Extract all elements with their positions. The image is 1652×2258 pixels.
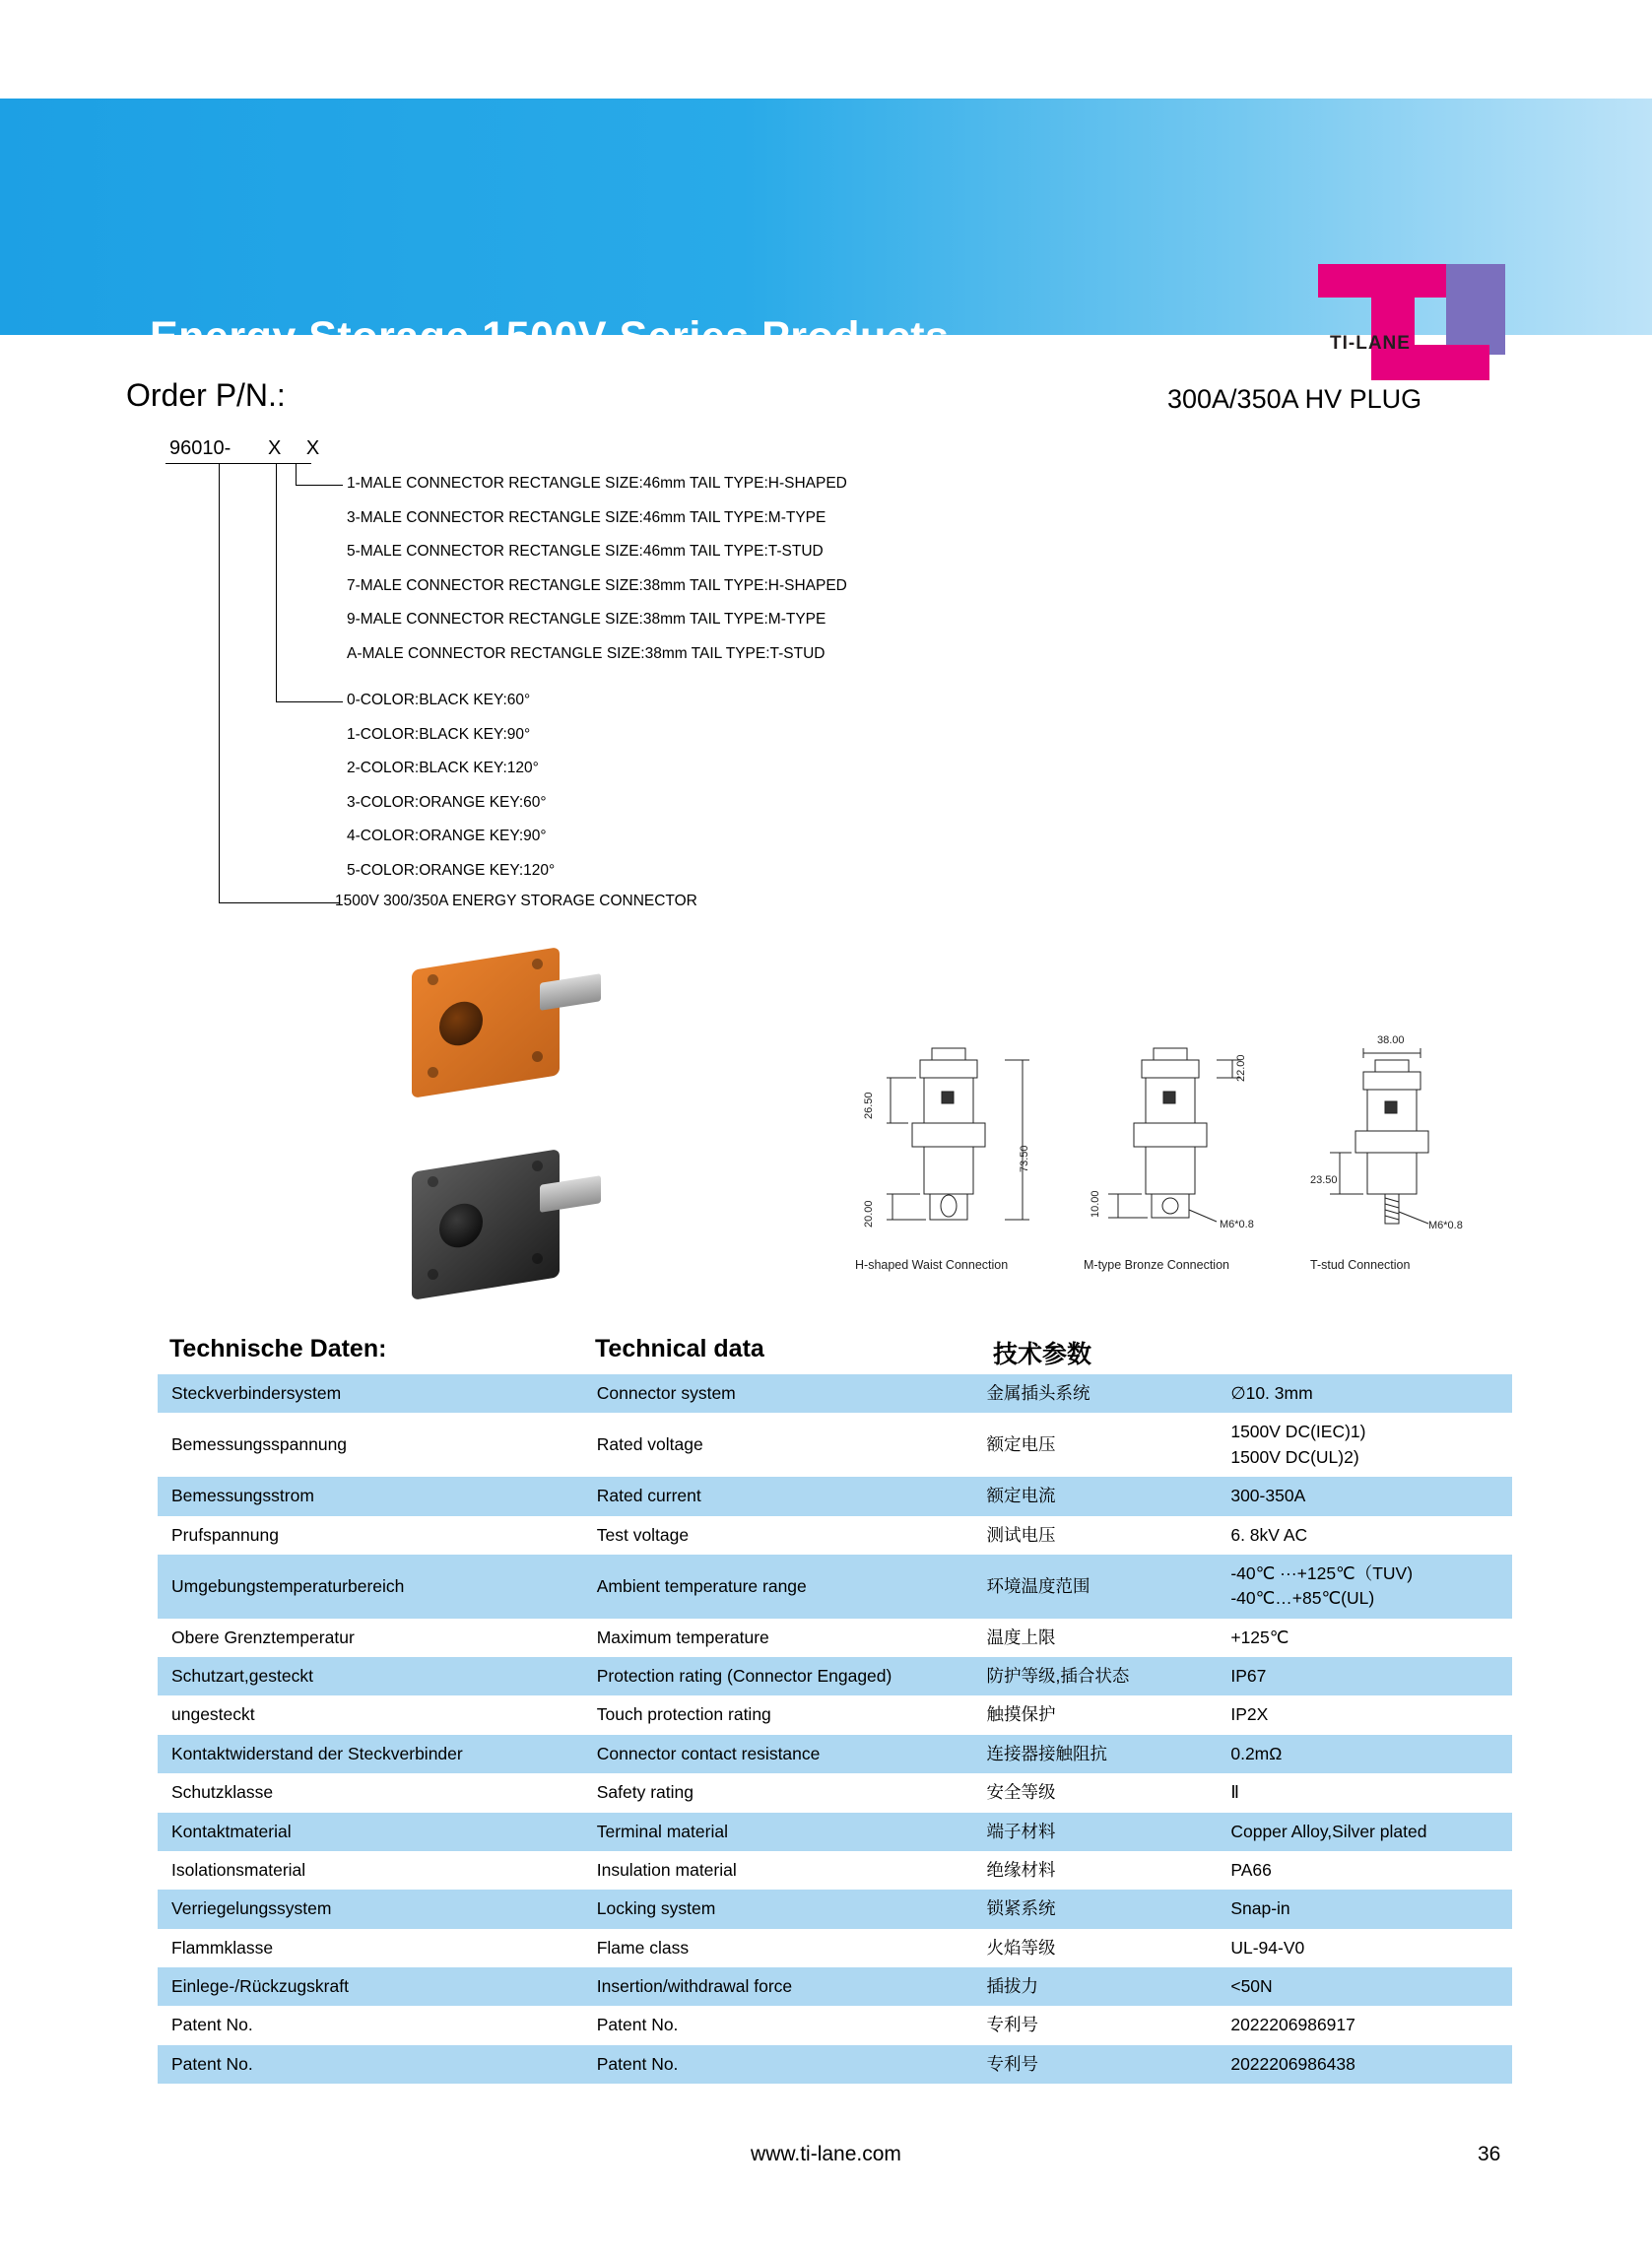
table-row bbox=[158, 1851, 1512, 1890]
table-cell-val: 1500V DC(IEC)1) 1500V DC(UL)2) bbox=[1230, 1422, 1366, 1467]
screw-hole bbox=[428, 1269, 438, 1280]
color-option: 4-COLOR:ORANGE KEY:90° bbox=[347, 828, 547, 844]
table-row bbox=[158, 1967, 1512, 2006]
drawing-t-stud bbox=[1300, 1034, 1517, 1246]
logo-text: TI-LANE bbox=[1330, 333, 1411, 354]
table-cell-cn: 测试电压 bbox=[986, 1524, 1056, 1545]
table-cell-en: Touch protection rating bbox=[596, 1704, 771, 1725]
table-cell-val: Copper Alloy,Silver plated bbox=[1230, 1821, 1427, 1841]
connector-option: 1-MALE CONNECTOR RECTANGLE SIZE:46mm TAIL TYPE:H-SHAPED bbox=[347, 475, 847, 492]
order-code-underline bbox=[165, 463, 311, 464]
table-cell-de: Patent No. bbox=[171, 2053, 253, 2074]
table-cell-de: Obere Grenztemperatur bbox=[171, 1627, 355, 1647]
dimension-label: 20.00 bbox=[863, 1200, 875, 1228]
table-cell-val: 0.2mΩ bbox=[1230, 1743, 1283, 1763]
dimension-label: M6*0.8 bbox=[1220, 1219, 1254, 1230]
table-row bbox=[158, 1813, 1512, 1851]
screw-hole bbox=[532, 1051, 543, 1062]
table-row bbox=[158, 1735, 1512, 1773]
table-cell-val: 2022206986917 bbox=[1230, 2015, 1355, 2035]
table-cell-en: Patent No. bbox=[596, 2015, 679, 2035]
color-option: 5-COLOR:ORANGE KEY:120° bbox=[347, 861, 556, 879]
technical-drawings bbox=[837, 1025, 1527, 1272]
table-row bbox=[158, 2045, 1512, 2084]
screw-hole bbox=[532, 1253, 543, 1264]
screw-hole bbox=[428, 1176, 438, 1187]
table-cell-cn: 端子材料 bbox=[986, 1821, 1056, 1841]
table-cell-cn: 专利号 bbox=[986, 2053, 1039, 2074]
page-header-band bbox=[0, 99, 1652, 361]
table-row bbox=[158, 1374, 1512, 1413]
table-cell-de: Einlege-/Rückzugskraft bbox=[171, 1976, 349, 1996]
table-row bbox=[158, 1555, 1512, 1619]
table-cell-en: Rated voltage bbox=[596, 1434, 703, 1455]
table-cell-val: IP67 bbox=[1230, 1666, 1267, 1686]
table-cell-en: Insertion/withdrawal force bbox=[596, 1976, 793, 1996]
table-cell-en: Protection rating (Connector Engaged) bbox=[596, 1666, 892, 1686]
table-cell-val: -40℃ ···+125℃（TUV) -40℃…+85℃(UL) bbox=[1230, 1562, 1414, 1609]
dimension-label: 10.00 bbox=[1090, 1190, 1101, 1218]
order-code-prefix: 96010- bbox=[169, 437, 231, 459]
leader-line-1-vert bbox=[296, 463, 297, 485]
table-cell-val: Snap-in bbox=[1230, 1898, 1290, 1919]
footer-page-number: 36 bbox=[1478, 2143, 1501, 2165]
table-cell-en: Insulation material bbox=[596, 1859, 737, 1880]
table-cell-en: Ambient temperature range bbox=[596, 1575, 807, 1596]
product-photo-black bbox=[384, 1133, 611, 1320]
product-photo-orange bbox=[384, 931, 611, 1118]
table-cell-cn: 专利号 bbox=[986, 2015, 1039, 2035]
table-row bbox=[158, 1657, 1512, 1695]
dimension-label: M6*0.8 bbox=[1428, 1220, 1463, 1231]
screw-hole bbox=[428, 1067, 438, 1078]
tech-heading-cn: 技术参数 bbox=[993, 1341, 1092, 1368]
connector-option: 5-MALE CONNECTOR RECTANGLE SIZE:46mm TAIL TYPE:T-STUD bbox=[347, 543, 824, 560]
table-row bbox=[158, 1695, 1512, 1734]
table-cell-val: IP2X bbox=[1230, 1704, 1269, 1725]
leader-line-2-vert bbox=[276, 463, 277, 701]
connector-option: 3-MALE CONNECTOR RECTANGLE SIZE:46mm TAIL TYPE:M-TYPE bbox=[347, 508, 826, 526]
table-cell-cn: 连接器接触阻抗 bbox=[986, 1743, 1108, 1763]
table-cell-cn: 插拔力 bbox=[986, 1976, 1039, 1996]
company-logo bbox=[1300, 246, 1537, 389]
screw-hole bbox=[428, 974, 438, 985]
connector-option: A-MALE CONNECTOR RECTANGLE SIZE:38mm TAIL TYPE:T-STUD bbox=[347, 644, 826, 662]
table-cell-de: Bemessungsspannung bbox=[171, 1434, 348, 1455]
dimension-label: 26.50 bbox=[863, 1092, 875, 1119]
tech-heading-en: Technical data bbox=[595, 1335, 764, 1362]
product-subtitle: 300A/350A HV PLUG bbox=[1167, 384, 1422, 414]
table-cell-en: Locking system bbox=[596, 1898, 716, 1919]
table-cell-en: Patent No. bbox=[596, 2053, 679, 2074]
table-cell-de: Bemessungsstrom bbox=[171, 1486, 314, 1506]
drawing-h-shaped bbox=[857, 1034, 1064, 1246]
color-option: 2-COLOR:BLACK KEY:120° bbox=[347, 760, 539, 776]
screw-hole bbox=[532, 1161, 543, 1171]
table-cell-en: Maximum temperature bbox=[596, 1627, 769, 1647]
color-option: 1-COLOR:BLACK KEY:90° bbox=[347, 725, 531, 743]
table-cell-cn: 锁紧系统 bbox=[986, 1898, 1056, 1919]
table-cell-en: Safety rating bbox=[596, 1782, 694, 1803]
tech-heading-de: Technische Daten: bbox=[169, 1335, 387, 1362]
table-cell-de: Patent No. bbox=[171, 2015, 253, 2035]
table-cell-val: UL-94-V0 bbox=[1230, 1937, 1305, 1958]
table-cell-val: +125℃ bbox=[1230, 1627, 1289, 1647]
table-cell-de: Prufspannung bbox=[171, 1524, 279, 1545]
table-cell-de: Umgebungstemperaturbereich bbox=[171, 1575, 405, 1596]
technical-data-table bbox=[158, 1374, 1512, 2084]
table-cell-en: Flame class bbox=[596, 1937, 690, 1958]
table-row bbox=[158, 1477, 1512, 1515]
table-cell-cn: 温度上限 bbox=[986, 1627, 1056, 1647]
table-cell-cn: 绝缘材料 bbox=[986, 1859, 1056, 1880]
dimension-label: 23.50 bbox=[1310, 1174, 1338, 1186]
order-pn-heading: Order P/N.: bbox=[126, 377, 286, 413]
table-cell-de: Schutzart,gesteckt bbox=[171, 1666, 313, 1686]
table-cell-val: <50N bbox=[1230, 1976, 1273, 1996]
table-row bbox=[158, 1929, 1512, 1967]
table-cell-val: PA66 bbox=[1230, 1859, 1272, 1880]
table-cell-en: Rated current bbox=[596, 1486, 701, 1506]
dimension-label: 73.50 bbox=[1019, 1145, 1030, 1172]
table-cell-de: Kontaktwiderstand der Steckverbinder bbox=[171, 1743, 463, 1763]
table-cell-cn: 安全等级 bbox=[986, 1782, 1056, 1803]
order-code-placeholders: X X bbox=[268, 437, 330, 459]
series-label: 1500V 300/350A ENERGY STORAGE CONNECTOR bbox=[335, 893, 697, 909]
logo-shape-block bbox=[1446, 264, 1505, 355]
table-cell-val: 6. 8kV AC bbox=[1230, 1524, 1308, 1545]
page-title: Energy Storage 1500V Series Products bbox=[150, 313, 950, 361]
table-cell-val: ∅10. 3mm bbox=[1230, 1383, 1313, 1403]
table-row bbox=[158, 1516, 1512, 1555]
leader-line-3-vert bbox=[219, 463, 220, 902]
connector-option-list bbox=[347, 467, 847, 671]
drawing-caption: M-type Bronze Connection bbox=[1084, 1258, 1229, 1272]
table-row bbox=[158, 1413, 1512, 1477]
table-cell-val: 2022206986438 bbox=[1230, 2053, 1355, 2074]
leader-line-2-horz bbox=[276, 701, 343, 702]
drawing-caption: H-shaped Waist Connection bbox=[855, 1258, 1009, 1272]
table-cell-val: Ⅱ bbox=[1230, 1782, 1239, 1803]
table-row bbox=[158, 1619, 1512, 1657]
table-row bbox=[158, 2006, 1512, 2044]
drawing-m-type bbox=[1079, 1034, 1286, 1246]
table-cell-val: 300-350A bbox=[1230, 1486, 1306, 1506]
table-cell-cn: 火焰等级 bbox=[986, 1937, 1056, 1958]
color-option: 3-COLOR:ORANGE KEY:60° bbox=[347, 793, 547, 811]
color-option: 0-COLOR:BLACK KEY:60° bbox=[347, 692, 531, 708]
table-cell-en: Test voltage bbox=[596, 1524, 690, 1545]
table-cell-cn: 防护等级,插合状态 bbox=[986, 1666, 1130, 1686]
dimension-label: 38.00 bbox=[1377, 1034, 1405, 1046]
table-cell-de: Steckverbindersystem bbox=[171, 1383, 342, 1403]
table-row bbox=[158, 1773, 1512, 1812]
drawing-caption: T-stud Connection bbox=[1310, 1258, 1411, 1272]
footer-website[interactable]: www.ti-lane.com bbox=[751, 2143, 901, 2165]
table-cell-en: Terminal material bbox=[596, 1821, 728, 1841]
table-cell-en: Connector system bbox=[596, 1383, 736, 1403]
leader-line-3-horz bbox=[219, 902, 339, 903]
leader-line-1-horz bbox=[296, 485, 343, 486]
table-cell-cn: 触摸保护 bbox=[986, 1704, 1056, 1725]
dimension-label: 22.00 bbox=[1235, 1054, 1247, 1082]
table-cell-en: Connector contact resistance bbox=[596, 1743, 821, 1763]
table-cell-cn: 金属插头系统 bbox=[986, 1383, 1090, 1403]
table-cell-de: Kontaktmaterial bbox=[171, 1821, 292, 1841]
table-cell-de: Verriegelungssystem bbox=[171, 1898, 332, 1919]
table-cell-de: Isolationsmaterial bbox=[171, 1859, 306, 1880]
table-cell-cn: 额定电压 bbox=[986, 1434, 1056, 1455]
table-cell-de: ungesteckt bbox=[171, 1704, 255, 1725]
table-row bbox=[158, 1890, 1512, 1928]
table-cell-de: Schutzklasse bbox=[171, 1782, 274, 1803]
table-cell-de: Flammklasse bbox=[171, 1937, 274, 1958]
screw-hole bbox=[532, 959, 543, 969]
connector-option: 9-MALE CONNECTOR RECTANGLE SIZE:38mm TAIL TYPE:M-TYPE bbox=[347, 611, 826, 628]
table-cell-cn: 环境温度范围 bbox=[986, 1575, 1090, 1596]
table-cell-cn: 额定电流 bbox=[986, 1486, 1056, 1506]
color-option-list bbox=[347, 684, 555, 888]
connector-option: 7-MALE CONNECTOR RECTANGLE SIZE:38mm TAIL TYPE:H-SHAPED bbox=[347, 576, 847, 594]
